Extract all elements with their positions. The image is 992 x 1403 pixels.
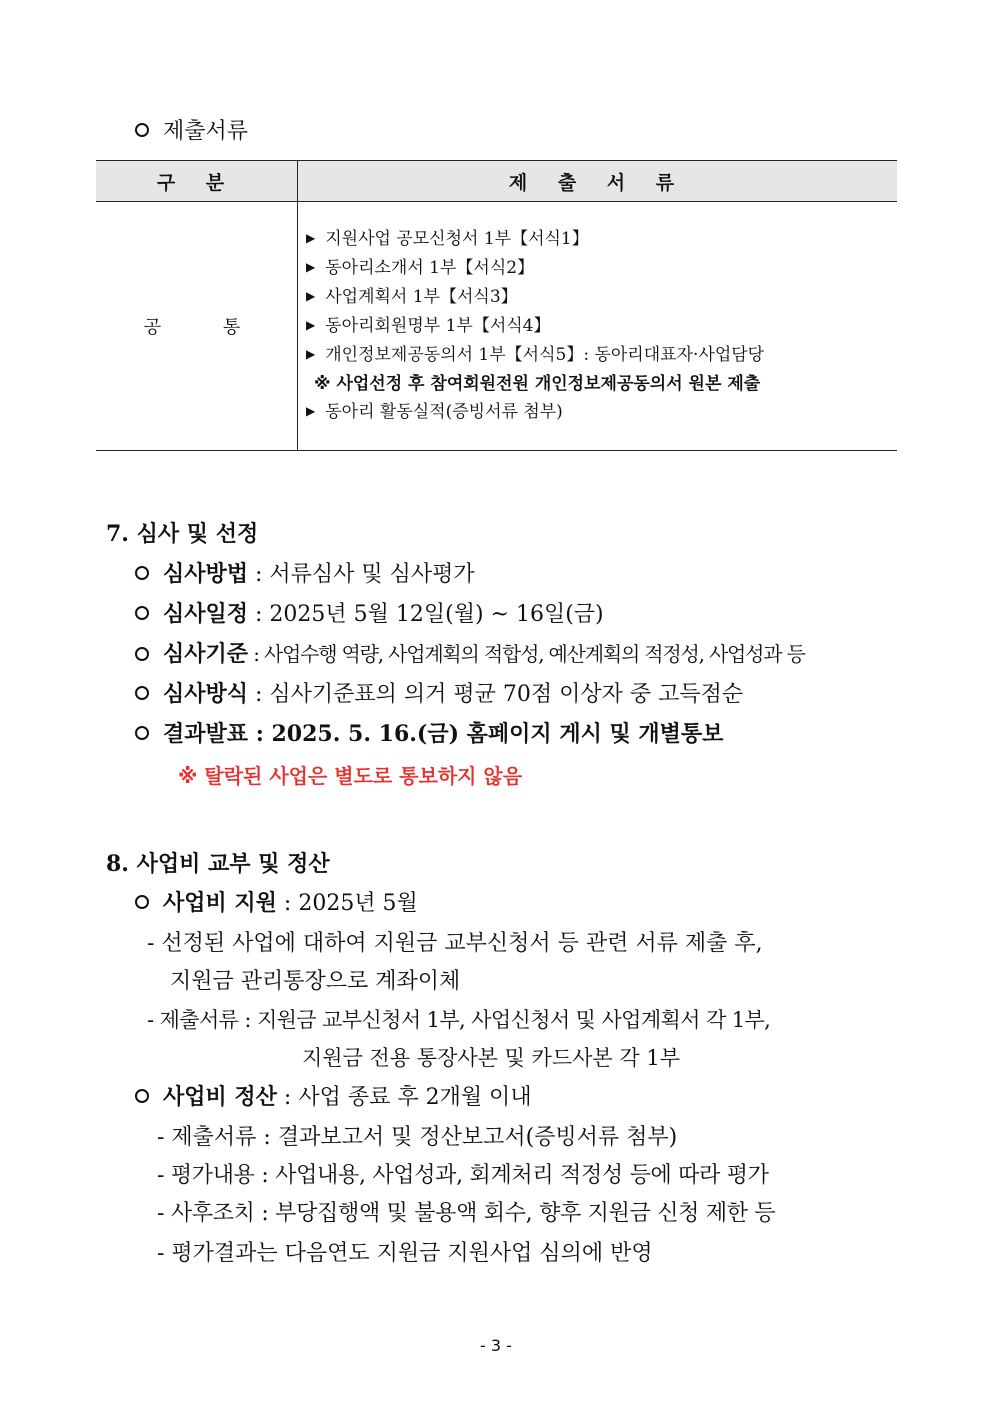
section7-row: 심사기준 : 사업수행 역량, 사업계획의 적합성, 예산계획의 적정성, 사업성과 등	[135, 637, 805, 668]
list-item: ▶ 동아리 활동실적(증빙서류 첨부)	[306, 402, 563, 422]
section7-title: 7. 심사 및 선정	[106, 521, 259, 547]
circle-bullet-icon	[135, 895, 149, 909]
settlement-item: - 사후조치 : 부당집행액 및 불용액 회수, 향후 지원금 신청 제한 등	[157, 1201, 776, 1226]
circle-bullet-icon	[135, 123, 149, 137]
settlement-item: - 제출서류 : 결과보고서 및 정산보고서(증빙서류 첨부)	[157, 1125, 678, 1150]
section8-title: 8. 사업비 교부 및 정산	[106, 851, 330, 877]
submission-table	[96, 160, 897, 451]
section7-row: 심사방법 : 서류심사 및 심사평가	[135, 557, 475, 588]
section7-row: 결과발표 : 2025. 5. 16.(금) 홈페이지 게시 및 개별통보	[135, 717, 723, 748]
circle-bullet-icon	[135, 566, 149, 580]
list-item: ▶ 사업계획서 1부【서식3】	[306, 287, 518, 307]
header-documents: 제 출 서 류	[298, 161, 898, 202]
triangle-bullet-icon: ▶	[306, 260, 316, 274]
submission-heading	[135, 114, 248, 145]
list-item: ▶ 지원사업 공모신청서 1부【서식1】	[306, 229, 589, 249]
support-line: - 제출서류 : 지원금 교부신청서 1부, 사업신청서 및 사업계획서 각 1부,	[147, 1008, 771, 1032]
circle-bullet-icon	[135, 647, 149, 661]
triangle-bullet-icon: ▶	[306, 289, 316, 303]
support-line: 지원금 관리통장으로 계좌이체	[170, 969, 461, 994]
documents-cell	[298, 202, 898, 451]
support-row: 사업비 지원 : 2025년 5월	[135, 886, 418, 917]
settlement-item: - 평가내용 : 사업내용, 사업성과, 회계처리 적정성 등에 따라 평가	[157, 1163, 769, 1188]
category-cell: 공 통	[96, 202, 298, 451]
triangle-bullet-icon: ▶	[306, 347, 316, 361]
settlement-row: 사업비 정산 : 사업 종료 후 2개월 이내	[135, 1080, 532, 1111]
circle-bullet-icon	[135, 1089, 149, 1103]
section7-row: 심사일정 : 2025년 5월 12일(월) ~ 16일(금)	[135, 597, 604, 628]
list-item: ▶ 개인정보제공동의서 1부【서식5】: 동아리대표자·사업담당	[306, 345, 765, 365]
rejection-warning: ※ 탈락된 사업은 별도로 통보하지 않음	[178, 764, 523, 788]
circle-bullet-icon	[135, 606, 149, 620]
list-item: ▶ 동아리회원명부 1부【서식4】	[306, 316, 551, 336]
circle-bullet-icon	[135, 686, 149, 700]
settlement-item: - 평가결과는 다음연도 지원금 지원사업 심의에 반영	[157, 1241, 653, 1266]
submission-title: 제출서류	[163, 119, 249, 144]
triangle-bullet-icon: ▶	[306, 231, 316, 245]
page-number: - 3 -	[480, 1336, 512, 1355]
circle-bullet-icon	[135, 726, 149, 740]
support-line: 지원금 전용 통장사본 및 카드사본 각 1부	[302, 1046, 680, 1070]
section7-row: 심사방식 : 심사기준표의 의거 평균 70점 이상자 중 고득점순	[135, 677, 743, 708]
triangle-bullet-icon: ▶	[306, 404, 316, 418]
support-line: - 선정된 사업에 대하여 지원금 교부신청서 등 관련 서류 제출 후,	[147, 931, 763, 956]
header-category: 구 분	[96, 161, 298, 202]
consent-note: ※ 사업선정 후 참여회원전원 개인정보제공동의서 원본 제출	[314, 374, 761, 394]
table-header-row	[96, 161, 897, 202]
table-row	[96, 202, 897, 451]
list-item: ▶ 동아리소개서 1부【서식2】	[306, 258, 535, 278]
triangle-bullet-icon: ▶	[306, 318, 316, 332]
